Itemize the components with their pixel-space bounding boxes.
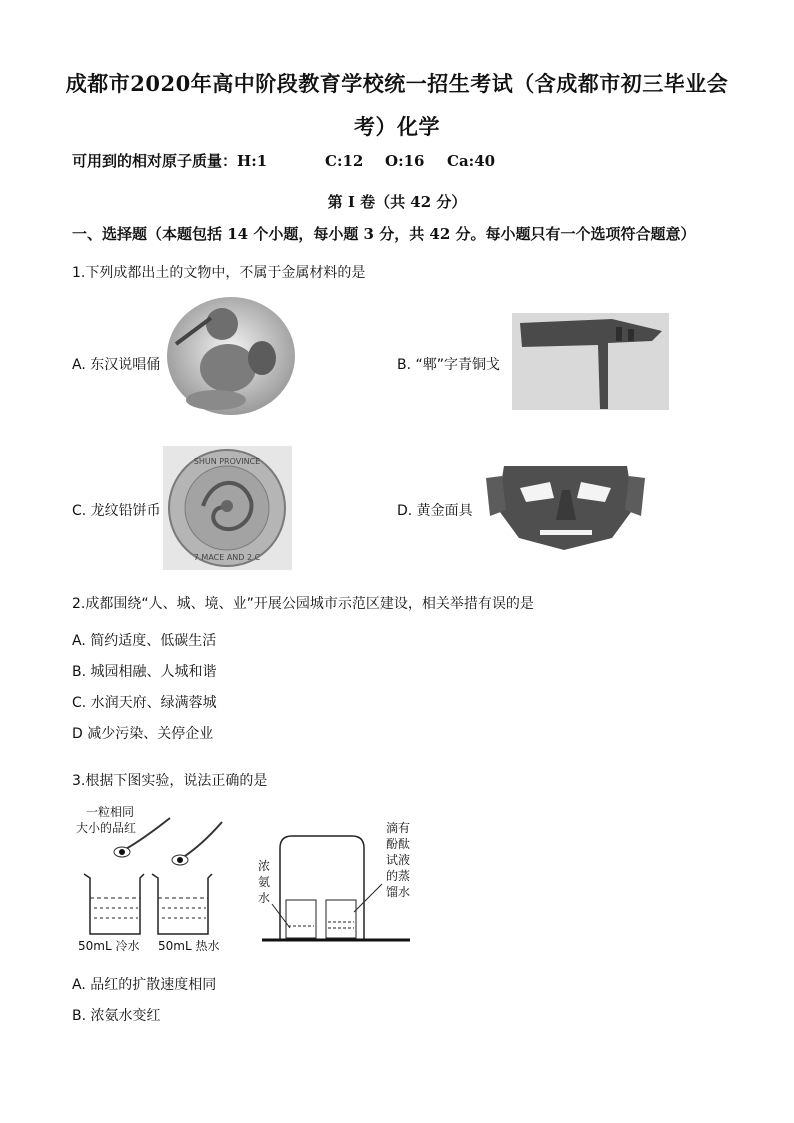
q3-option-a: A. 品红的扩散速度相同 xyxy=(72,977,217,993)
atomic-mass-label: 可用到的相对原子质量： xyxy=(72,152,238,170)
atomic-mass-c: C:12 xyxy=(325,152,364,170)
figurine-image xyxy=(166,296,296,416)
q1-option-a: A. 东汉说唱俑 xyxy=(72,357,161,373)
section-title: 第 I 卷（共 42 分） xyxy=(327,193,467,211)
q1-option-c: C. 龙纹铅饼币 xyxy=(72,503,161,519)
label-phenol-5: 馏水 xyxy=(386,885,411,899)
label-pinhong-2: 大小的品红 xyxy=(76,821,137,835)
q2-option-d: D 减少污染、关停企业 xyxy=(72,726,214,742)
label-cold-water: 50mL 冷水 xyxy=(78,939,140,953)
q3-experiment-figure xyxy=(72,800,432,960)
exam-title-line1: 成都市2020年高中阶段教育学校统一招生考试（含成都市初三毕业会 xyxy=(65,71,729,96)
atomic-mass-o: O:16 xyxy=(385,152,425,170)
label-ammonia-2: 氨 xyxy=(258,875,271,889)
coin-top-text: SHUN PROVINCE xyxy=(193,457,261,466)
label-pinhong-1: 一粒相同 xyxy=(86,805,135,819)
q2-option-b: B. 城园相融、人城和谐 xyxy=(72,664,217,680)
coin-bottom-text: 7 MACE AND 2 C xyxy=(193,553,261,562)
bronze-ge-image xyxy=(512,313,669,410)
label-ammonia-3: 水 xyxy=(258,891,271,905)
q1-stem: 1.下列成都出土的文物中，不属于金属材料的是 xyxy=(72,265,366,281)
part-title: 一、选择题（本题包括 14 个小题，每小题 3 分，共 42 分。每小题只有一个选项符合题意） xyxy=(72,225,696,243)
q1-option-b: B. “郫”字青铜戈 xyxy=(397,357,501,373)
dragon-coin-image xyxy=(163,446,292,570)
gold-mask-image xyxy=(484,458,647,552)
exam-title-line2: 考）化学 xyxy=(354,114,440,139)
label-phenol-1: 滴有 xyxy=(386,821,411,835)
atomic-mass-ca: Ca:40 xyxy=(447,152,496,170)
label-hot-water: 50mL 热水 xyxy=(158,939,220,953)
q1-option-d: D. 黄金面具 xyxy=(397,503,473,519)
label-phenol-2: 酚酞 xyxy=(386,837,411,851)
q3-option-b: B. 浓氨水变红 xyxy=(72,1008,161,1024)
atomic-mass-h: H:1 xyxy=(237,152,268,170)
q2-option-a: A. 简约适度、低碳生活 xyxy=(72,633,217,649)
label-phenol-4: 的蒸 xyxy=(386,869,411,883)
q3-stem: 3.根据下图实验，说法正确的是 xyxy=(72,773,268,789)
label-phenol-3: 试液 xyxy=(386,853,411,867)
label-ammonia-1: 浓 xyxy=(258,859,271,873)
atomic-mass-line xyxy=(72,150,495,171)
q2-option-c: C. 水润天府、绿满蓉城 xyxy=(72,695,217,711)
q2-stem: 2.成都围绕“人、城、境、业”开展公园城市示范区建设，相关举措有误的是 xyxy=(72,596,534,612)
